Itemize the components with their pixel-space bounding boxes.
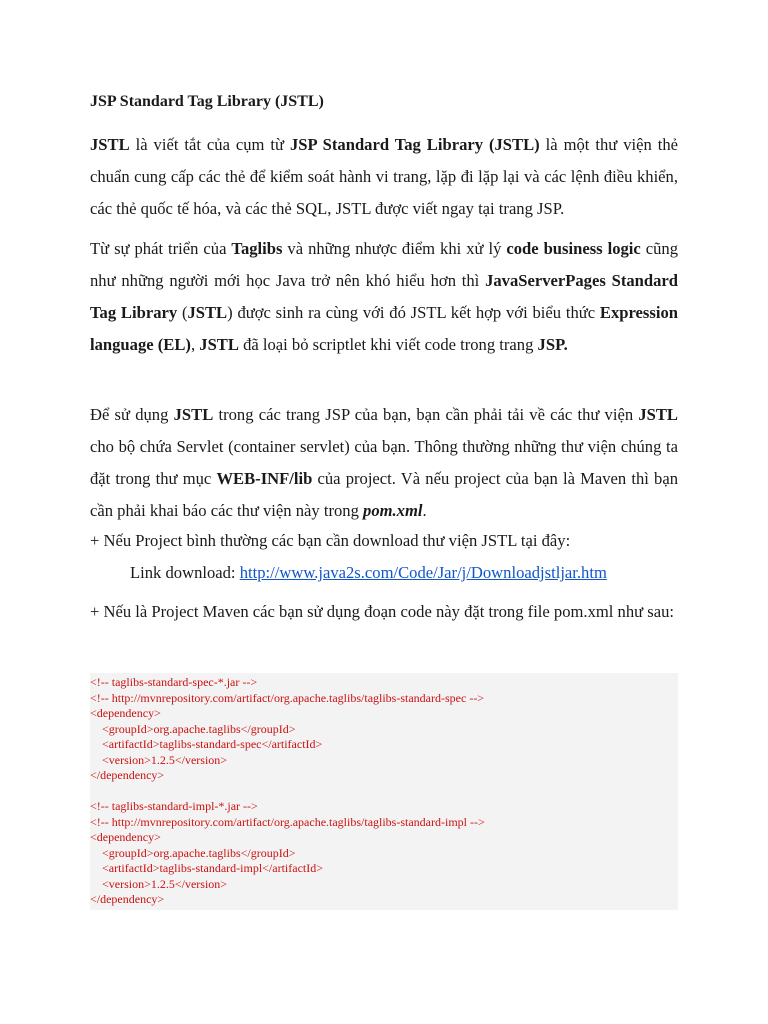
- text-run: là một thư viện thẻ chuẩn cung cấp các thẻ để kiểm soát hành vi trang, lặp đi lặp lại và các lệnh điều khiển, các thẻ quốc tế hóa, và các thẻ SQL, JSTL được viết ngay tại trang JSP.: [90, 135, 678, 218]
- code-line: <!-- taglibs-standard-spec-*.jar -->: [90, 675, 258, 689]
- bold-term: WEB-INF/lib: [216, 469, 313, 488]
- code-line: </dependency>: [90, 768, 165, 782]
- bold-term: Taglibs: [231, 239, 283, 258]
- text-run: của project. Và nếu project của bạn là Maven thì bạn cần phải khai báo các thư viện này trong: [90, 469, 678, 520]
- text-run: Để sử dụng: [90, 405, 174, 424]
- code-line: <version>1.2.5</version>: [90, 876, 228, 891]
- bold-term: JSTL: [173, 405, 214, 424]
- bold-italic-term: pom.xml: [363, 501, 423, 520]
- code-line: <artifactId>taglibs-standard-impl</artifactId>: [90, 861, 323, 875]
- text-run: (: [177, 303, 188, 322]
- code-line: <groupId>org.apache.taglibs</groupId>: [90, 845, 296, 860]
- code-line: </dependency>: [90, 892, 165, 906]
- code-line: <dependency>: [90, 706, 161, 720]
- code-line: <version>1.2.5</version>: [90, 752, 228, 767]
- bold-term: JSTL: [90, 135, 130, 154]
- text-run: Từ sự phát triển của: [90, 239, 232, 258]
- code-line: <dependency>: [90, 830, 161, 844]
- text-run: .: [422, 501, 427, 520]
- paragraph-jstl-definition: [90, 129, 678, 225]
- text-run: trong các trang JSP của bạn, bạn cần phải tải về các thư viện: [213, 405, 639, 424]
- bold-term: code business logic: [506, 239, 641, 258]
- text-run: ) được sinh ra cùng với đó JSTL kết hợp với biểu thức: [227, 303, 600, 322]
- code-line: <!-- http://mvnrepository.com/artifact/org.apache.taglibs/taglibs-standard-spec -->: [90, 690, 485, 705]
- bold-term: JavaServerPages Standard Tag Library: [90, 271, 678, 322]
- bold-term: JSTL: [199, 335, 239, 354]
- paragraph-jstl-history: [90, 233, 678, 361]
- paragraph-jstl-usage: [90, 399, 678, 527]
- paragraph-maven-note: + Nếu là Project Maven các bạn sử dụng đoạn code này đặt trong file pom.xml như sau:: [90, 602, 675, 621]
- bold-term: JSP Standard Tag Library (JSTL): [289, 135, 540, 154]
- text-run: và những nhược điểm khi xử lý: [282, 239, 507, 258]
- code-block: [90, 673, 678, 910]
- text-run: ,: [190, 335, 200, 354]
- bold-term: JSTL: [638, 405, 679, 424]
- bold-term: JSP.: [537, 335, 568, 354]
- link-label: Link download:: [130, 563, 240, 582]
- code-line: <!-- http://mvnrepository.com/artifact/org.apache.taglibs/taglibs-standard-impl -->: [90, 814, 485, 829]
- code-line: <!-- taglibs-standard-impl-*.jar -->: [90, 799, 258, 813]
- text-run: là viết tắt của cụm từ: [129, 135, 290, 154]
- download-link-line: [130, 561, 607, 585]
- bold-term: Expression language (EL): [90, 303, 678, 354]
- code-line: <groupId>org.apache.taglibs</groupId>: [90, 721, 296, 736]
- normal-project-note: + Nếu Project bình thường các bạn cần download thư viện JSTL tại đây:: [90, 531, 571, 550]
- text-run: đã loại bỏ scriptlet khi viết code trong trang: [238, 335, 538, 354]
- text-run: cho bộ chứa Servlet (container servlet) của bạn. Thông thường những thư viện chúng ta đặt trong thư mục: [90, 437, 678, 488]
- bold-term: JSTL: [187, 303, 228, 322]
- page-title: JSP Standard Tag Library (JSTL): [90, 93, 324, 110]
- text-run: cũng như những người mới học Java trở nên khó hiểu hơn thì: [90, 239, 678, 290]
- code-line: <artifactId>taglibs-standard-spec</artifactId>: [90, 737, 323, 751]
- download-link[interactable]: http://www.java2s.com/Code/Jar/j/Downloadjstljar.htm: [239, 563, 607, 582]
